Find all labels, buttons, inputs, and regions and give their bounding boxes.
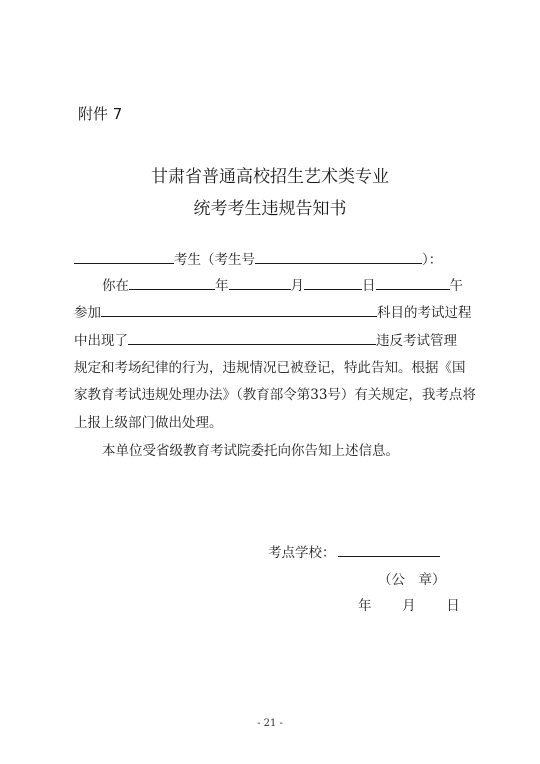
day-blank: [304, 277, 362, 290]
exam-school-label: 考点学校：: [268, 545, 336, 561]
document-title: 甘肃省普通高校招生艺术类专业: [151, 167, 389, 187]
month-blank: [229, 277, 291, 290]
body-line-5: 规定和考场纪律的行为，违规情况已被登记，特此告知。根据《国: [74, 360, 466, 376]
subject-blank: [101, 304, 377, 317]
exam-school-blank: [338, 544, 440, 557]
day-text: 日: [362, 278, 376, 294]
body-line-8: 本单位受省级教育考试院委托向你告知上述信息。: [102, 443, 399, 459]
violate-text: 违反考试管理: [376, 333, 457, 349]
attend-text: 参加: [74, 305, 101, 321]
you-at-text: 你在: [102, 278, 129, 294]
signature-date: [358, 594, 460, 614]
date-line: [102, 274, 463, 294]
document-subtitle: 统考考生违规告知书: [193, 199, 347, 219]
year-text: 年: [215, 278, 229, 294]
student-name-blank: [74, 251, 174, 264]
student-number-blank: [255, 251, 422, 264]
sig-month: 月: [402, 598, 416, 614]
close-paren: ）：: [422, 252, 443, 268]
month-text: 月: [290, 278, 304, 294]
body-line-6: 家教育考试违规处理办法》（教育部令第33号）有关规定，我考点将: [74, 387, 476, 403]
sig-day: 日: [446, 598, 460, 614]
attachment-label: 附件 7: [78, 105, 123, 123]
ampm-blank: [376, 277, 450, 290]
exam-school-line: [268, 541, 440, 561]
page-number: - 21 -: [257, 718, 283, 729]
violation-line: [74, 329, 457, 349]
during-text: 中出现了: [74, 333, 128, 349]
body-line-7: 上报上级部门做出处理。: [74, 415, 223, 431]
student-line: [74, 248, 442, 268]
ampm-text: 午: [449, 278, 463, 294]
year-blank: [129, 277, 215, 290]
student-word: 考生（考生号: [174, 252, 255, 268]
official-seal: （公 章）: [378, 572, 446, 588]
subject-line: [74, 301, 472, 321]
sig-year: 年: [358, 598, 372, 614]
subject-text: 科目的考试过程: [377, 305, 472, 321]
violation-blank: [128, 332, 376, 345]
